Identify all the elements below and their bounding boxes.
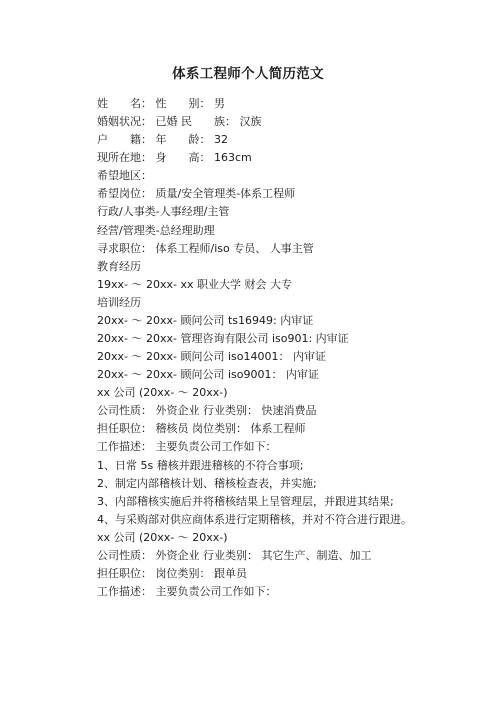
- line-company-2-position: 担任职位： 岗位类别： 跟单员: [97, 567, 247, 581]
- line-company-1-description: 工作描述： 主要负责公司工作如下：: [97, 440, 277, 454]
- line-company-1-nature: 公司性质： 外资企业 行业类别： 快速消费品: [97, 404, 317, 418]
- line-duty-2: 2、制定内部稽核计划、稽核检查表，并实施;: [97, 476, 317, 490]
- resume-body: [97, 95, 477, 601]
- section-education: 教育经历: [97, 259, 141, 273]
- line-seeking-position: 寻求职位： 体系工程师/iso 专员、 人事主管: [97, 241, 314, 255]
- line-desired-region: 希望地区：: [97, 169, 152, 183]
- line-duty-4: 4、与采购部对供应商体系进行定期稽核，并对不符合进行跟进。: [97, 512, 412, 526]
- document-title: 体系工程师个人简历范文: [172, 66, 324, 82]
- line-training-3: 20xx- ～ 20xx- 顾问公司 iso14001： 内审证: [97, 350, 326, 364]
- line-name-gender: 姓 名： 性 别： 男: [97, 97, 225, 110]
- line-duty-3: 3、内部稽核实施后并将稽核结果上呈管理层，并跟进其结果;: [97, 494, 394, 508]
- section-training: 培训经历: [97, 295, 141, 309]
- line-education-entry: 19xx- ～ 20xx- xx 职业大学 财会 大专: [97, 277, 292, 291]
- line-training-1: 20xx- ～ 20xx- 顾问公司 ts16949: 内审证: [97, 313, 314, 327]
- line-desired-position-2: 行政/人事类-人事经理/主管: [97, 205, 230, 219]
- line-desired-position: 希望岗位： 质量/安全管理类-体系工程师: [97, 187, 296, 201]
- line-desired-position-3: 经营/管理类-总经理助理: [97, 223, 215, 237]
- line-company-1-position: 担任职位： 稽核员 岗位类别： 体系工程师: [97, 422, 306, 436]
- line-duty-1: 1、日常 5s 稽核并跟进稽核的不符合事项;: [97, 458, 304, 472]
- line-company-1: xx 公司 (20xx- ～ 20xx-): [97, 386, 228, 400]
- line-household-age: 户 籍： 年 龄： 32: [97, 133, 228, 147]
- line-training-4: 20xx- ～ 20xx- 顾问公司 iso9001： 内审证: [97, 368, 319, 382]
- line-training-2: 20xx- ～ 20xx- 管理咨询有限公司 iso901: 内审证: [97, 332, 349, 346]
- line-company-2-description: 工作描述： 主要负责公司工作如下：: [97, 585, 277, 599]
- line-location-height: 现所在地： 身 高： 163cm: [97, 151, 252, 165]
- line-marital-ethnicity: 婚姻状况： 已婚 民 族： 汉族: [97, 115, 262, 129]
- line-company-2-nature: 公司性质： 外资企业 行业类别： 其它生产、制造、加工: [97, 548, 372, 562]
- line-company-2: xx 公司 (20xx- ～ 20xx-): [97, 530, 228, 544]
